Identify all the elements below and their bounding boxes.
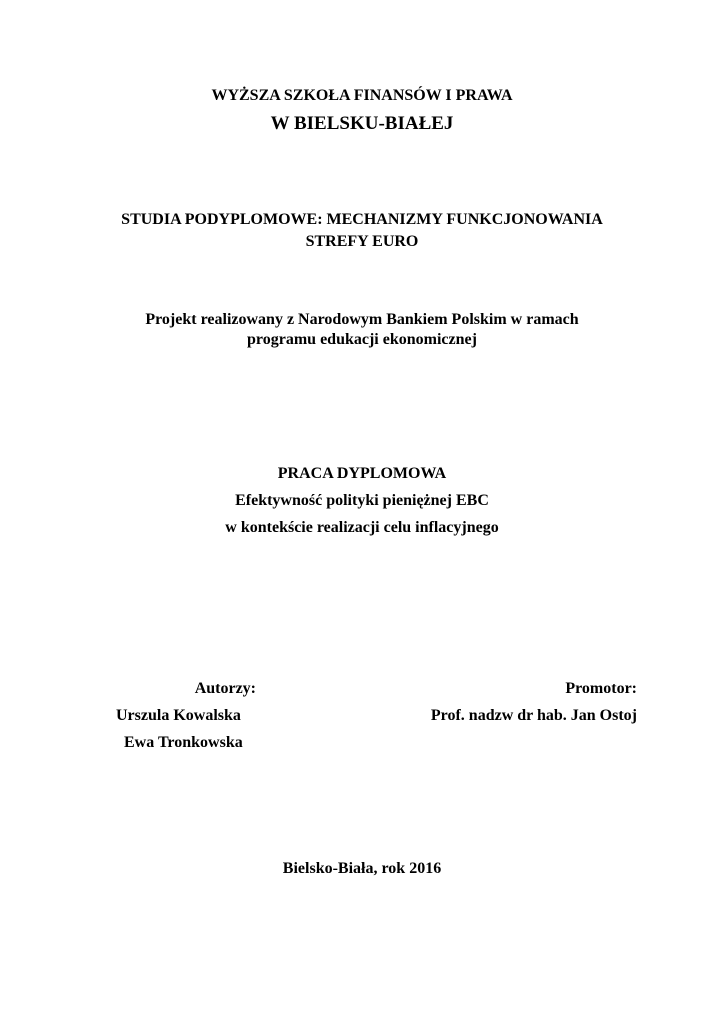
promoter-label: Promotor: <box>565 680 637 697</box>
place-and-date: Bielsko-Biała, rok 2016 <box>282 860 442 877</box>
thesis-title-line-1: Efektywność polityki pieniężnej EBC <box>235 492 489 509</box>
university-name: WYŻSZA SZKOŁA FINANSÓW I PRAWA <box>211 87 513 104</box>
author-name: Ewa Tronkowska <box>124 734 243 751</box>
thesis-type: PRACA DYPLOMOWA <box>277 465 447 482</box>
thesis-title-line-2: w kontekście realizacji celu inflacyjnego <box>225 519 499 536</box>
project-description-line-2: programu edukacji ekonomicznej <box>247 331 477 348</box>
university-city: W BIELSKU-BIAŁEJ <box>270 113 454 134</box>
author-name: Urszula Kowalska <box>116 707 241 724</box>
project-description-line-1: Projekt realizowany z Narodowym Bankiem Polskim w ramach <box>145 311 579 328</box>
studies-title-line-1: STUDIA PODYPLOMOWE: MECHANIZMY FUNKCJONOWANIA <box>121 211 603 228</box>
authors-label: Autorzy: <box>194 680 256 697</box>
studies-title-line-2: STREFY EURO <box>305 233 419 250</box>
promoter-name: Prof. nadzw dr hab. Jan Ostoj <box>430 707 637 724</box>
